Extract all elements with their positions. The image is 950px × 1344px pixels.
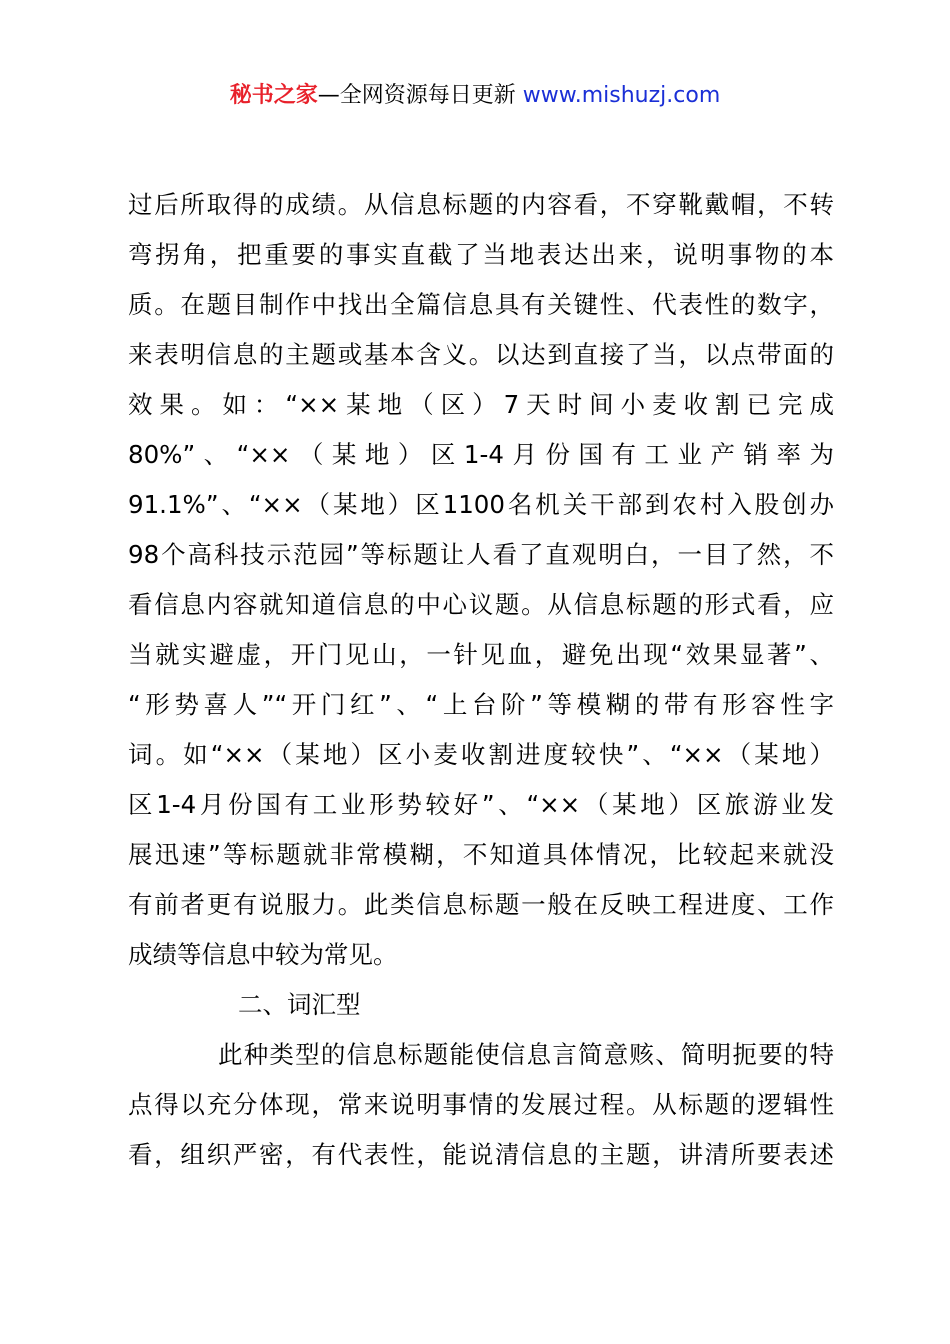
body-line: 效果。如：“××某地（区）7天时间小麦收割已完成 [128,390,834,419]
body-line: 词。如“××（某地）区小麦收割进度较快”、“××（某地） [128,740,834,769]
body-line: 看，组织严密，有代表性，能说清信息的主题，讲清所要表述 [128,1140,834,1169]
body-line: 点得以充分体现，常来说明事情的发展过程。从标题的逻辑性 [128,1090,834,1119]
page-header [0,80,950,112]
document-body [128,180,834,1180]
header-tagline: —全网资源每日更新 [317,83,523,108]
body-line: 看信息内容就知道信息的中心议题。从信息标题的形式看，应 [128,590,834,619]
body-line: 有前者更有说服力。此类信息标题一般在反映工程进度、工作 [128,890,834,919]
body-line: 91.1%”、“××（某地）区1100名机关干部到农村入股创办 [128,490,834,519]
body-line: 质。在题目制作中找出全篇信息具有关键性、代表性的数字， [128,290,834,319]
brand-name: 秘书之家 [229,83,318,108]
body-line: 成绩等信息中较为常见。 [128,940,398,969]
body-line: 80%”、“××（某地）区1-4月份国有工业产销率为 [128,440,834,469]
site-url: www.mishuzj.com [522,83,721,108]
body-line: 此种类型的信息标题能使信息言简意赅、简明扼要的特 [218,1040,834,1069]
body-line: 过后所取得的成绩。从信息标题的内容看，不穿靴戴帽，不转 [128,190,834,219]
body-line: 弯拐角，把重要的事实直截了当地表达出来，说明事物的本 [128,240,834,269]
body-line: “形势喜人”“开门红”、“上台阶”等模糊的带有形容性字 [128,690,834,719]
body-line: 来表明信息的主题或基本含义。以达到直接了当，以点带面的 [128,340,834,369]
body-line: 区1-4月份国有工业形势较好”、“××（某地）区旅游业发 [128,790,834,819]
body-line: 98个高科技示范园”等标题让人看了直观明白，一目了然，不 [128,540,834,569]
body-line: 当就实避虚，开门见山，一针见血，避免出现“效果显著”、 [128,640,834,669]
section-heading: 二、词汇型 [238,990,361,1019]
body-line: 展迅速”等标题就非常模糊，不知道具体情况，比较起来就没 [128,840,834,869]
